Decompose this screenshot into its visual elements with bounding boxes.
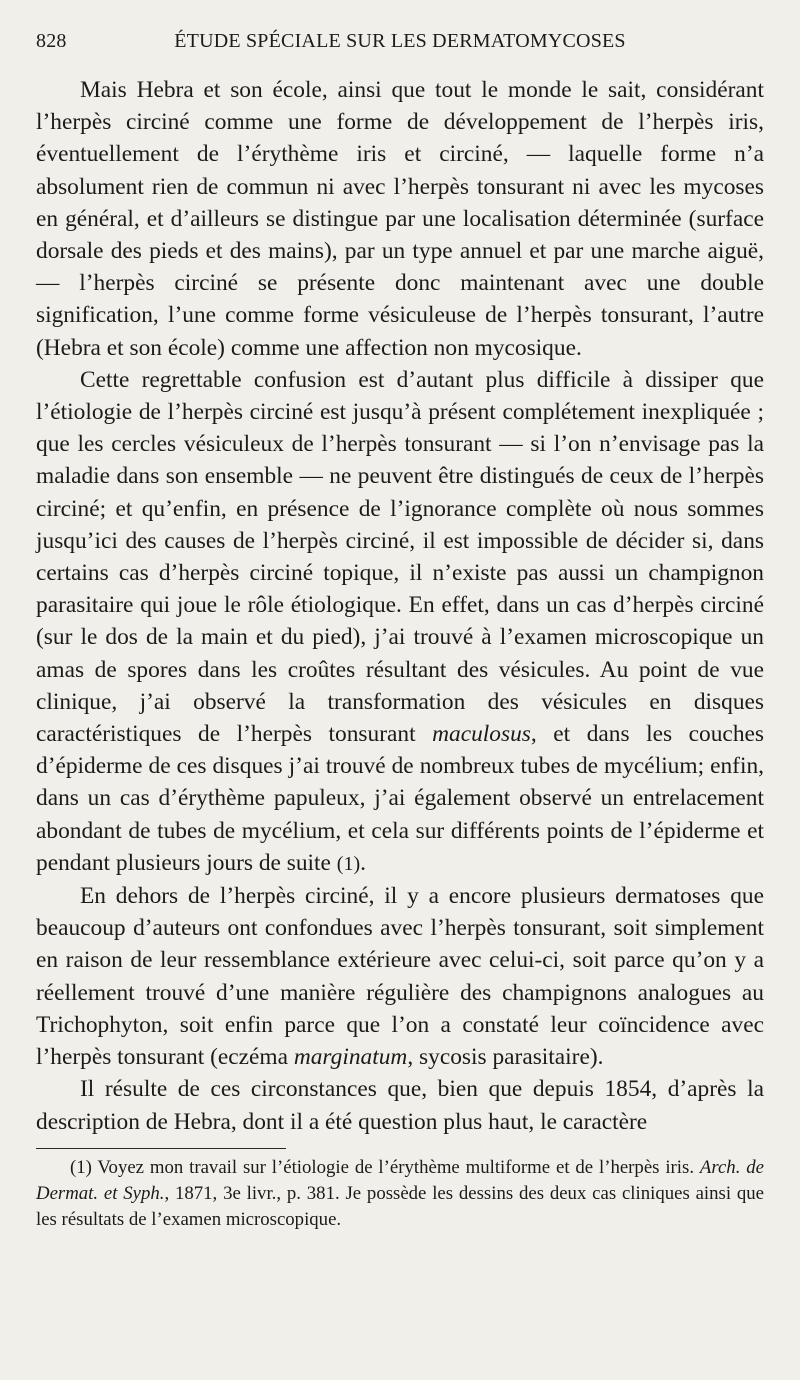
footnote-divider <box>36 1148 286 1149</box>
text-run: Mais Hebra et son école, ainsi que tout le monde le sait, considérant l’herpès circiné comme une forme de développement de l’herpès iris, éventuellement de l’érythème iris et circiné, — laquelle forme n’a absolument rien de commun ni avec l’herpès tonsurant ni avec les mycoses en général, et d’ailleurs se distingue par une localisation déterminée (surface dorsale des pieds et des mains), par un type annuel et par une marche aiguë, — l’herpès circiné se présente donc maintenant avec une double signification, l’une comme forme vésiculeuse de l’herpès tonsurant, l’autre (Hebra et son école) comme une affection non mycosique. <box>36 77 764 361</box>
paragraph <box>36 364 764 880</box>
text-run: Il résulte de ces circonstances que, bien que depuis 1854, d’après la description de Hebra, dont il a été question plus haut, le caractère <box>36 1076 764 1135</box>
paragraph <box>36 74 764 364</box>
footnote-reference: (1) <box>336 852 361 875</box>
footnotes <box>36 1155 764 1233</box>
italic-text: Arch. de Dermat. et Syph. <box>36 1156 764 1204</box>
body-text <box>36 74 764 1138</box>
footnote <box>36 1155 764 1233</box>
italic-text: marginatum <box>293 1044 408 1071</box>
text-run: En dehors de l’herpès circiné, il y a encore plusieurs dermatoses que beaucoup d’auteurs ont confondues avec l’herpès tonsurant, soit simplement en raison de leur ressemblance extérieure avec celui-ci, soit parce qu’on y a réellement trouvé d’une manière régulière des champignons analogues au Trichophyton, soit enfin parce que l’on a constaté leur coïncidence avec l’herpès tonsurant (eczéma <box>36 883 764 1071</box>
text-run: , sycosis parasitaire). <box>407 1044 604 1071</box>
running-head <box>36 30 764 70</box>
text-run: . <box>360 849 366 876</box>
paragraph <box>36 1073 764 1137</box>
italic-text: maculosus <box>432 721 531 748</box>
text-run: , 1871, 3e livr., p. 381. Je possède les dessins des deux cas cliniques ainsi que les résultats de l’examen microscopique. <box>36 1182 764 1230</box>
running-title: ÉTUDE SPÉCIALE SUR LES DERMATOMYCOSES <box>174 30 626 52</box>
paragraph <box>36 880 764 1073</box>
page-number: 828 <box>36 30 67 52</box>
text-run: (1) Voyez mon travail sur l’étiologie de l’érythème multiforme et de l’herpès iris. <box>70 1156 700 1178</box>
text-run: , et dans les couches d’épiderme de ces disques j’ai trouvé de nombreux tubes de mycélium; enfin, dans un cas d’érythème papuleux, j’ai également observé un entrelacement abondant de tubes de mycélium, et cela sur différents points de l’épiderme et pendant plusieurs jours de suite <box>36 721 764 876</box>
text-run: Cette regrettable confusion est d’autant plus difficile à dissiper que l’étiologie de l’herpès circiné est jusqu’à présent complétement inexpliquée ; que les cercles vésiculeux de l’herpès tonsurant — si l’on n’envisage pas la maladie dans son ensemble — ne peuvent être distingués de ceux de l’herpès circiné; et qu’enfin, en présence de l’ignorance complète où nous sommes jusqu’ici des causes de l’herpès circiné, il est impossible de décider si, dans certains cas d’herpès circiné topique, il n’existe pas aussi un champignon parasitaire qui joue le rôle étiologique. En effet, dans un cas d’herpès circiné (sur le dos de la main et du pied), j’ai trouvé à l’examen microscopique un amas de spores dans les croûtes résultant des vésicules. Au point de vue clinique, j’ai observé la transformation des vésicules en disques caractéristiques de l’herpès tonsurant <box>36 366 764 748</box>
